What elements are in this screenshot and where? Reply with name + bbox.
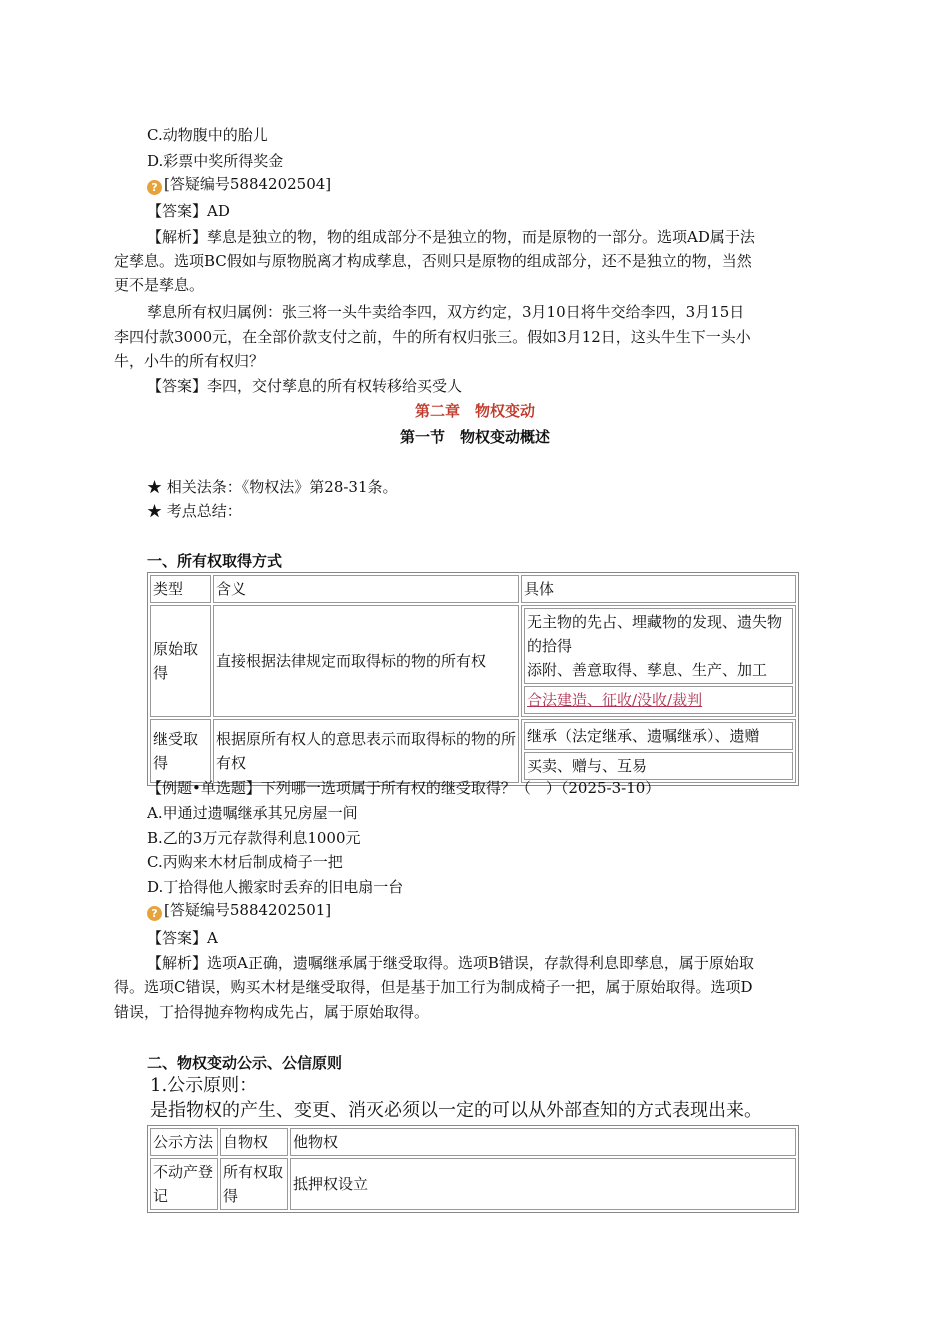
heading-publicity: 二、物权变动公示、公信原则 — [147, 1054, 343, 1072]
key-points: ★ 考点总结： — [147, 502, 242, 520]
header-type: 类型 — [150, 575, 211, 603]
analysis-line-2: 定孳息。选项BC假如与原物脱离才构成孳息，否则只是原物的组成部分，还不是独立的物，当然 — [114, 252, 752, 270]
header-method: 公示方法 — [150, 1128, 218, 1156]
answer-2: 【答案】A — [147, 929, 218, 947]
analysis-line-1: 【解析】孳息是独立的物，物的组成部分不是独立的物，而是原物的一部分。选项AD属于法 — [147, 228, 755, 246]
type-inherited: 继受取得 — [150, 719, 211, 783]
example-line-1: 孳息所有权归属例：张三将一头牛卖给李四，双方约定，3月10日将牛交给李四，3月15日 — [147, 303, 745, 321]
chapter-title: 第二章 物权变动 — [414, 402, 535, 420]
acquisition-table — [147, 572, 799, 786]
example-answer: 【答案】李四，交付孳息的所有权转移给买受人 — [147, 377, 463, 395]
header-meaning: 含义 — [213, 575, 519, 603]
analysis2-line-3: 错误，丁拾得抛弃物构成先占，属于原始取得。 — [114, 1003, 430, 1021]
specific-inherited — [521, 719, 796, 783]
header-specific: 具体 — [521, 575, 796, 603]
question-icon[interactable]: ? — [147, 906, 162, 921]
cell-own-right: 所有权取得 — [220, 1158, 288, 1210]
inherited-item-2: 买卖、赠与、互易 — [524, 752, 793, 780]
option-d: D.彩票中奖所得奖金 — [147, 152, 284, 170]
question-stem: 【例题•单选题】下列哪一选项属于所有权的继受取得？（ ）（2025-3-10） — [147, 779, 661, 797]
section-title: 第一节 物权变动概述 — [399, 428, 550, 446]
cell-method: 不动产登记 — [150, 1158, 218, 1210]
related-laws: ★ 相关法条：《物权法》第28-31条。 — [147, 478, 398, 496]
original-item-3[interactable]: 合法建造、征收/没收/裁判 — [524, 686, 793, 714]
cell-other-right: 抵押权设立 — [290, 1158, 796, 1210]
inherited-item-1: 继承（法定继承、遗嘱继承）、遗赠 — [524, 722, 793, 750]
publicity-definition: 是指物权的产生、变更、消灭必须以一定的可以从外部查知的方式表现出来。 — [150, 1100, 762, 1121]
publicity-principle: 1.公示原则： — [150, 1075, 258, 1096]
type-original: 原始取得 — [150, 605, 211, 717]
analysis2-line-1: 【解析】选项A正确，遗嘱继承属于继受取得。选项B错误，存款得利息即孳息，属于原始取 — [147, 954, 754, 972]
qa-id[interactable]: [答疑编号5884202504] — [164, 175, 332, 193]
header-own-right: 自物权 — [220, 1128, 288, 1156]
meaning-original: 直接根据法律规定而取得标的物的所有权 — [213, 605, 519, 717]
analysis2-line-2: 得。选项C错误，购买木材是继受取得，但是基于加工行为制成椅子一把，属于原始取得。选项D — [114, 978, 753, 996]
analysis-line-3: 更不是孳息。 — [114, 276, 205, 294]
original-item-1: 无主物的先占、埋藏物的发现、遗失物的拾得 添附、善意取得、孳息、生产、加工 — [524, 608, 793, 684]
example-line-3: 牛，小牛的所有权归？ — [114, 352, 265, 370]
option-d2: D.丁拾得他人搬家时丢弃的旧电扇一台 — [147, 878, 404, 896]
header-other-right: 他物权 — [290, 1128, 796, 1156]
heading-acquisition: 一、所有权取得方式 — [147, 552, 283, 570]
option-a: A.甲通过遗嘱继承其兄房屋一间 — [147, 804, 358, 822]
meaning-inherited: 根据原所有权人的意思表示而取得标的物的所有权 — [213, 719, 519, 783]
qa-id-2[interactable]: [答疑编号5884202501] — [164, 901, 332, 919]
option-b: B.乙的3万元存款得利息1000元 — [147, 829, 361, 847]
specific-original — [521, 605, 796, 717]
publicity-table — [147, 1125, 799, 1213]
example-line-2: 李四付款3000元，在全部价款支付之前，牛的所有权归张三。假如3月12日，这头牛生下一头小 — [114, 328, 751, 346]
question-icon[interactable]: ? — [147, 180, 162, 195]
qa-id-line-2 — [147, 900, 331, 921]
qa-id-line — [147, 174, 331, 195]
option-c: C.动物腹中的胎儿 — [147, 126, 268, 144]
answer: 【答案】AD — [147, 202, 230, 220]
option-c2: C.丙购来木材后制成椅子一把 — [147, 853, 343, 871]
